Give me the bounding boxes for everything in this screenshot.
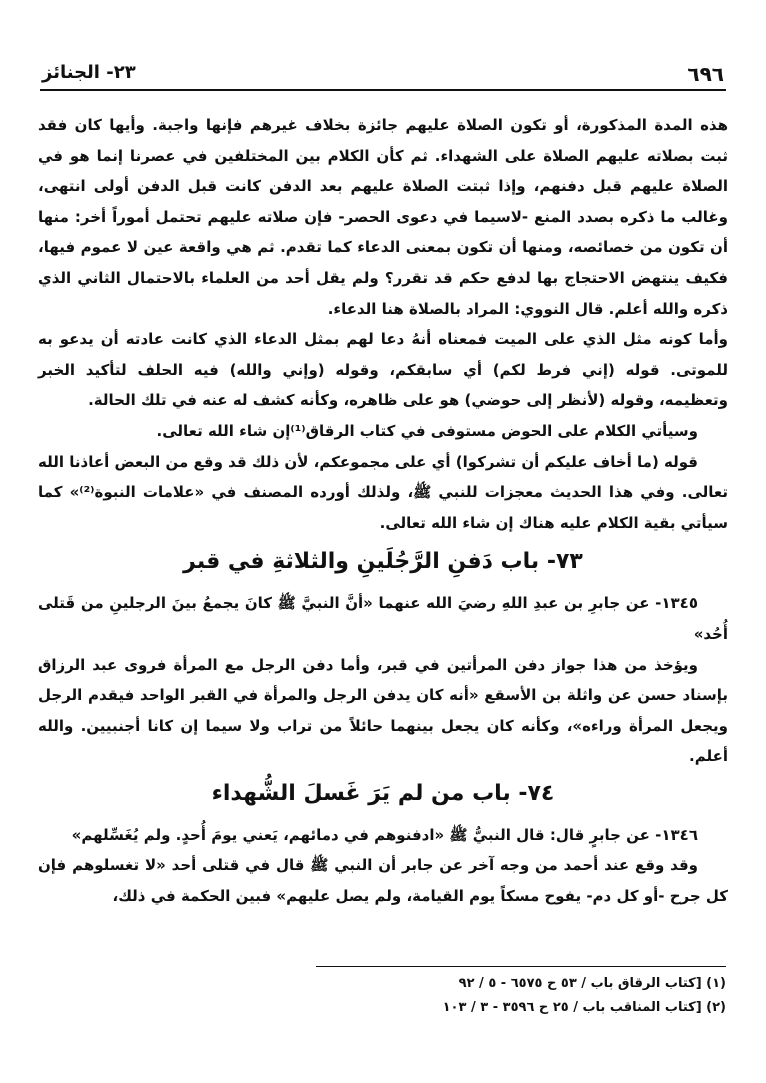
page-number: ٦٩٦ [687, 62, 724, 86]
section-heading-74: ٧٤- باب من لم يَرَ غَسلَ الشُّهداء [211, 780, 555, 806]
paragraph-commentary-2: وأما كونه مثل الذي على الميت فمعناه أنهُ دعا لهم بمثل الدعاء الذي كانت عادته أن يدعو به للموتى. قوله (إني فرط لكم) أي سابقكم، وقوله (وإني والله) فيه الحلف لتأكيد الخبر وتعظيمه، وقوله (لأنظر إلى حوضي) هو على ظاهره، وكأنه كشف له عنه في تلك الحالة. [38, 330, 728, 410]
footnote-divider [316, 966, 726, 967]
paragraph-commentary-6: وقد وقع عند أحمد من وجه آخر عن جابر أن النبي ﷺ قال في قتلى أحد «لا تغسلوهم فإن كل جرح -أو كل دم- يفوح مسكاً يوم القيامة، ولم يصل عليهم» فبين الحكمة في ذلك، [38, 856, 728, 906]
section-heading-73: ٧٣- باب دَفنِ الرَّجُلَينِ والثلاثةِ في قبر [183, 549, 583, 575]
hadith-1345: ١٣٤٥- عن جابرِ بن عبدِ اللهِ رضيَ الله عنهما «أنَّ النبيَّ ﷺ كانَ يجمعُ بينَ الرجلينِ من قَتلى أُحُد» [38, 594, 728, 643]
paragraph-commentary-4: قوله (ما أخاف عليكم أن تشركوا) أي على مجموعكم، لأن ذلك قد وقع من البعض أعاذنا الله تعالى. وفي هذا الحديث معجزات للنبي ﷺ، ولذلك أورده المصنف في «علامات النبوة⁽²⁾» كما سيأتي بقية الكلام عليه هناك إن شاء الله تعالى. [38, 452, 728, 532]
running-header [30, 58, 736, 88]
chapter-title: ٢٣- الجنائز [42, 62, 136, 83]
main-text [38, 110, 728, 912]
hadith-1346: ١٣٤٦- عن جابرٍ قال: قال النبيُّ ﷺ «ادفنوهم في دمائهم، يَعني يومَ أُحدٍ. ولم يُغَسِّلهم» [71, 825, 698, 844]
footnotes [60, 972, 726, 1020]
header-divider [40, 89, 726, 91]
paragraph-commentary-1: هذه المدة المذكورة، أو تكون الصلاة عليهم جائزة بخلاف غيرهم فإنها واجبة. وأيها كان فقد ثبت بصلاته عليهم الصلاة على الشهداء. ثم كأن الكلام بين المختلفين في عصرنا إنما هو في الصلاة عليهم قبل دفنهم، وإذا ثبتت الصلاة عليهم بعد الدفن كانت قبل الدفن أولى انتهى، وغالب ما ذكره بصدد المنع -لاسيما في دعوى الحصر- فإن صلاته عليهم تحتمل أموراً أخر: منها أن تكون من خصائصه، ومنها أن تكون بمعنى الدعاء كما تقدم. ثم هي واقعة عين لا عموم فيها، فكيف ينتهض الاحتجاج بها لدفع حكم قد تقرر؟ ولم يقل أحد من العلماء بالاحتمال الثاني الذي ذكره والله أعلم. قال النووي: المراد بالصلاة هنا الدعاء. [38, 116, 728, 318]
footnote-2: (٢) [كتاب المناقب باب / ٢٥ ح ٣٥٩٦ - ٣ / ١٠٣ [442, 1000, 726, 1015]
footnote-1: (١) [كتاب الرقاق باب / ٥٣ ح ٦٥٧٥ - ٥ / ٩٢ [458, 976, 726, 991]
paragraph-commentary-3: وسيأتي الكلام على الحوض مستوفى في كتاب الرقاق⁽¹⁾إن شاء الله تعالى. [156, 421, 698, 440]
paragraph-commentary-5: ويؤخذ من هذا جواز دفن المرأتين في قبر، وأما دفن الرجل مع المرأة فروى عبد الرزاق بإسناد حسن عن واثلة بن الأسقع «أنه كان يدفن الرجل والمرأة في القبر الواحد فيقدم الرجل ويجعل المرأة وراءه»، وكأنه كان يجعل بينهما حائلاً من تراب ولا سيما إن كانا أجنبيين. والله أعلم. [38, 655, 728, 766]
